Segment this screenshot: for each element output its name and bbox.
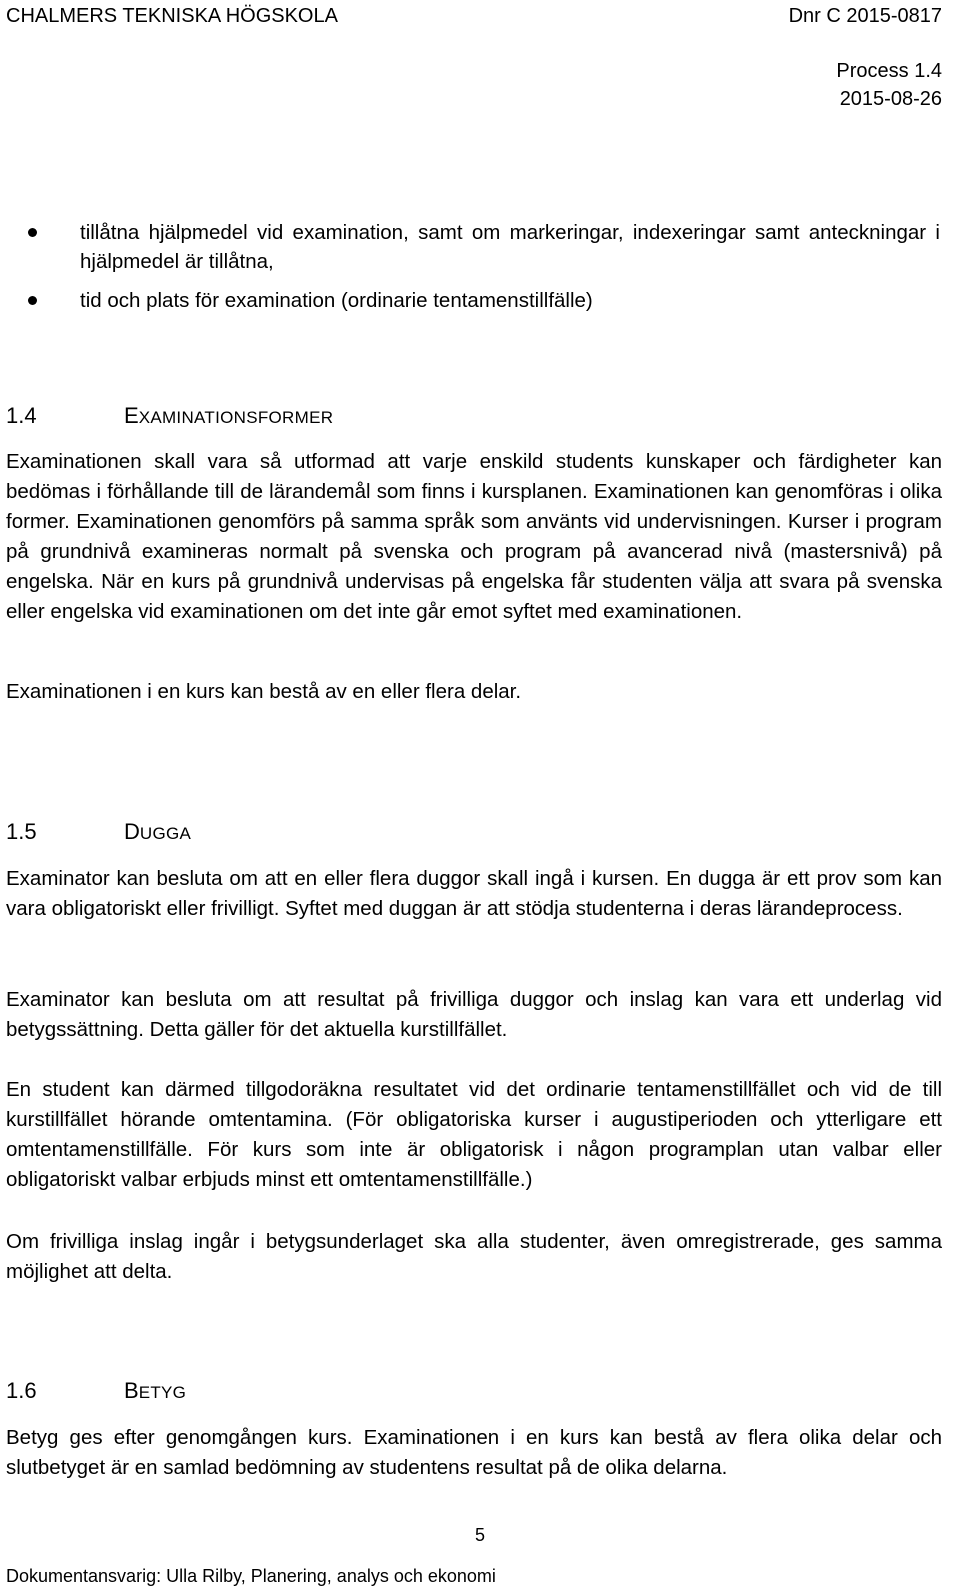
footer-responsible: Dokumentansvarig: Ulla Rilby, Planering, analys och ekonomi <box>6 1566 496 1586</box>
section-title-initial: E <box>124 403 139 428</box>
list-item-text: tillåtna hjälpmedel vid examination, samt om markeringar, indexeringar samt anteckningar i hjälpmedel är tillåtna, <box>80 221 940 273</box>
section-title-rest: ETYG <box>138 1383 187 1402</box>
section-number: 1.6 <box>6 1378 37 1403</box>
header-date: 2015-08-26 <box>839 88 942 110</box>
paragraph: Examinationen i en kurs kan bestå av en eller flera delar. <box>6 680 522 703</box>
paragraph: Om frivilliga inslag ingår i betygsunderlaget ska alla studenter, även omregistrerade, ges samma möjlighet att delta. <box>6 1230 942 1283</box>
page-number: 5 <box>474 1525 485 1545</box>
bullet-list <box>28 218 940 325</box>
paragraph: Examinator kan besluta om att en eller flera duggor skall ingå i kursen. En dugga är ett prov som kan vara obligatoriskt eller frivilligt. Syftet med duggan är att stödja studenterna i deras lärandeprocess. <box>6 867 942 920</box>
section-title-initial: B <box>124 1378 139 1403</box>
section-heading-examinationsformer <box>6 403 333 431</box>
paragraph: Examinator kan besluta om att resultat på frivilliga duggor och inslag kan vara ett underlag vid betygssättning. Detta gäller för det aktuella kurstillfället. <box>6 988 942 1041</box>
list-item-text: tid och plats för examination (ordinarie tentamenstillfälle) <box>80 289 593 312</box>
section-title-initial: D <box>124 819 140 844</box>
header-process: Process 1.4 <box>836 60 942 82</box>
bullet-icon <box>28 296 37 305</box>
header-organization: CHALMERS TEKNISKA HÖGSKOLA <box>6 5 338 27</box>
section-heading-betyg <box>6 1378 186 1406</box>
section-number: 1.5 <box>6 819 37 844</box>
section-title-rest: XAMINATIONSFORMER <box>138 408 334 427</box>
list-item <box>28 286 940 315</box>
paragraph: En student kan därmed tillgodoräkna resultatet vid det ordinarie tentamenstillfället och vid de till kurstillfället hörande omtentamina. (För obligatoriska kurser i augustiperioden och ytterligare ett omtentamenstillfälle. För kurs som inte är obligatorisk i någon programplan utan valbar eller obligatoriskt valbar erbjuds minst ett omtentamenstillfälle.) <box>6 1078 942 1191</box>
section-number: 1.4 <box>6 403 37 428</box>
paragraph: Examinationen skall vara så utformad att varje enskild students kunskaper och färdigheter kan bedömas i förhållande till de lärandemål som finns i kursplanen. Examinationen kan genomföras i olika former. Examinationen genomförs på samma språk som använts vid undervisningen. Kurser i program på grundnivå examineras normalt på svenska och program på avancerad nivå (mastersnivå) på engelska. När en kurs på grundnivå undervisas på engelska får studenten välja att svara på svenska eller engelska vid examinationen om det inte går emot syftet med examinationen. <box>6 450 942 623</box>
section-heading-dugga <box>6 819 191 847</box>
bullet-icon <box>28 228 37 237</box>
header-document-number: Dnr C 2015-0817 <box>788 5 942 27</box>
paragraph: Betyg ges efter genomgången kurs. Examinationen i en kurs kan bestå av flera olika delar och slutbetyget är en samlad bedömning av studentens resultat på de olika delarna. <box>6 1426 942 1479</box>
list-item <box>28 218 940 276</box>
section-title-rest: UGGA <box>139 824 192 843</box>
